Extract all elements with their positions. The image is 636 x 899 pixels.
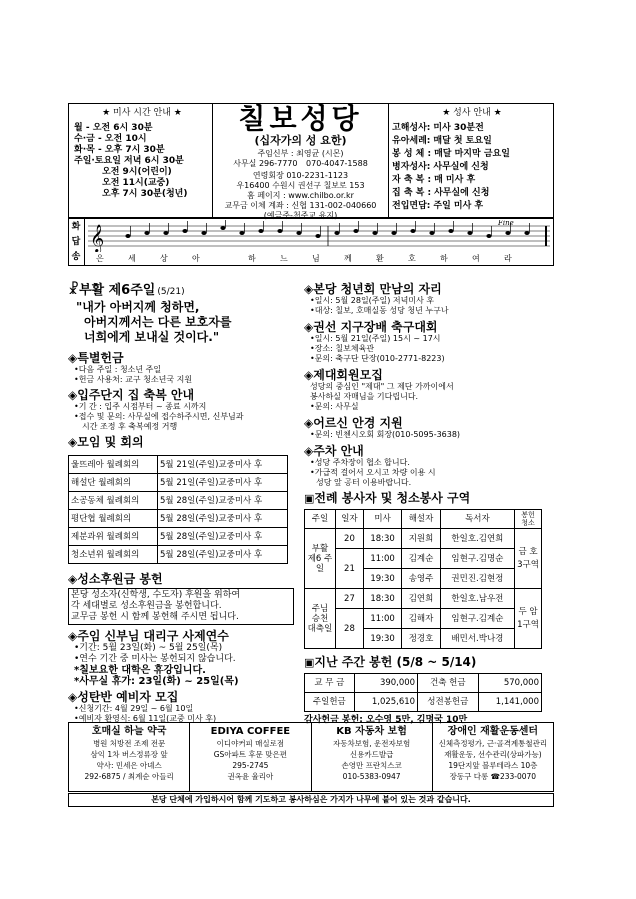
lyric-syllable: 호 <box>408 254 416 263</box>
service-table <box>304 509 542 649</box>
vocation-line: 본당 성소자(신학생, 수도자) 후원을 위하여 <box>71 590 241 600</box>
catechumen-line: •예비자 환영식: 6월 11일(교중 미사 후) <box>74 714 217 723</box>
meeting-date: 5월 28일(주일)교중미사 후 <box>158 546 288 564</box>
ad-box <box>312 722 433 792</box>
service-clean <box>515 589 542 649</box>
glasses-title: ◈어르신 안경 지원 <box>304 416 403 430</box>
priest-line: •연수 기간 중 미사는 봉헌되지 않습니다. <box>74 654 236 664</box>
offering-label: 교 무 금 <box>305 674 355 693</box>
quote-line: "내가 아버지께 청하면, <box>76 300 200 314</box>
mass-times <box>74 108 210 200</box>
ad-line: 장동구 다롱 ☎233-0070 <box>449 772 537 781</box>
ad-line: 병원 처방전 조제 전문 <box>92 739 166 748</box>
lyric-syllable: 환 <box>376 254 384 263</box>
service-sunday: 부활 제6 주일 <box>305 529 336 589</box>
ad-box <box>190 722 311 792</box>
ad-line: 약사: 민세은 아녜스 <box>96 761 162 770</box>
table-row <box>305 609 542 629</box>
table-row <box>305 674 542 693</box>
service-title: 전례 봉사자 및 청소봉사 구역 <box>314 491 471 505</box>
ad-line: 신용카드발급 <box>349 750 394 759</box>
ad-line: 신체측정평가, 근·골격계통철관리 <box>438 739 548 748</box>
mass-line: 오후 7시 30분(청년) <box>102 189 188 199</box>
church-info <box>213 104 388 221</box>
blessing-line: •기 간 : 입주 시점부터 ~ 종료 시까지 <box>74 402 207 411</box>
offering-table <box>304 673 542 712</box>
note-head <box>353 229 358 233</box>
gospel-quote <box>68 300 300 345</box>
meeting-name: 해설단 월례회의 <box>69 474 158 492</box>
note-head <box>182 229 187 233</box>
offering-amount: 570,000 <box>478 674 541 693</box>
service-day: 27 <box>336 589 364 609</box>
vocation-title: ◈성소후원금 봉헌 <box>68 572 163 586</box>
table-row <box>69 456 288 474</box>
service-com: 김해자 <box>402 609 441 629</box>
youth-line: •일시: 5월 28일(주일) 저녁미사 후 <box>310 296 435 305</box>
soccer-line: •일시: 5월 21일(주일) 15시 ~ 17시 <box>310 334 441 343</box>
note-head <box>448 229 453 233</box>
priest-line: •기간: 5월 23일(화) ~ 5월 25일(목) <box>74 643 223 653</box>
service-header: 독서자 <box>440 510 514 529</box>
sunday-date: (5/21) <box>157 287 185 297</box>
note-head <box>125 234 130 238</box>
service-time: 19:30 <box>363 629 401 649</box>
note-head <box>486 234 491 238</box>
sacrament-row <box>392 135 552 148</box>
ad-line: 손영만 프란치스코 <box>341 761 402 770</box>
sacrament-value: 주일 미사 후 <box>433 201 484 211</box>
sacrament-label: 유아세례: <box>392 136 431 146</box>
mass-line: 화·목 - 오후 7시 30분 <box>74 145 165 155</box>
catechumen-title: ◈성탄반 예비자 모집 <box>68 690 179 704</box>
vocation-box <box>68 588 294 625</box>
sacrament-label: 집 축 복 : <box>392 188 432 198</box>
recruit-line: •문의: 사무실 <box>310 402 359 411</box>
sacrament-row <box>392 161 552 174</box>
service-day: 21 <box>336 549 364 589</box>
church-patron: (십자가의 성 요한) <box>254 134 347 147</box>
lyric-syllable: 상 <box>160 254 168 263</box>
service-com: 김연희 <box>402 589 441 609</box>
lyric-syllable: 느 <box>280 254 288 263</box>
sacrament-list <box>392 122 552 213</box>
mass-title: ★ 미사 시간 안내 ★ <box>102 108 182 118</box>
lyric-syllable: 은 <box>96 254 104 263</box>
table-row <box>305 549 542 569</box>
ad-line: 19단지앞 블루테라스 10층 <box>448 761 538 770</box>
service-time: 18:30 <box>363 589 401 609</box>
service-reader: 임현구.김계순 <box>440 609 514 629</box>
altar-recruit-title: ◈제대회원모집 <box>304 368 383 382</box>
lyric-syllable: 께 <box>344 254 352 263</box>
clean-line: 두 암 <box>518 607 538 617</box>
vocation-line: 교무금 봉헌 시 함께 봉헌해 주시면 됩니다. <box>71 612 239 622</box>
mass-line: 주일·토요일 저녁 6시 30분 <box>74 156 184 166</box>
special-offering-title: ◈특별헌금 <box>68 351 124 365</box>
note-head <box>296 231 301 235</box>
parking-title: ◈주차 안내 <box>304 444 364 458</box>
note-head <box>467 231 472 235</box>
lyric-syllable: 세 <box>128 254 136 263</box>
hwadap-char: 화 <box>71 222 81 232</box>
meeting-date: 5월 21일(주일)교중미사 후 <box>158 456 288 474</box>
notes <box>125 220 529 238</box>
address: 우16400 수원시 권선구 칠보로 153 <box>236 181 365 190</box>
ads-row <box>68 722 554 792</box>
youth-title: ◈본당 청년회 만남의 자리 <box>304 282 442 296</box>
quote-line: 너희에게 보내실 것이다." <box>84 330 220 344</box>
vocation-line: 각 세대별로 성소후원금을 봉헌합니다. <box>71 601 222 611</box>
service-header: 일자 <box>336 510 364 529</box>
table-row <box>69 528 288 546</box>
service-sunday: 주님 승천 대축일 <box>305 589 336 649</box>
note-head <box>524 231 529 235</box>
note-head <box>277 229 282 233</box>
ad-line: 권옥윤 율리아 <box>227 772 274 781</box>
ad-line: 재활운동, 선수관리(상파가능) <box>444 750 542 759</box>
note-head <box>239 231 244 235</box>
parking-line: 성당 앞 공터 이용바랍니다. <box>316 478 412 487</box>
ad-title: 호매실 하늘 약국 <box>91 726 167 737</box>
offering-amount: 1,025,610 <box>354 693 417 712</box>
sacrament-row <box>392 122 552 135</box>
priest-retreat-title: ◈주임 신부님 대리구 사제연수 <box>68 629 229 643</box>
service-day: 28 <box>336 609 364 649</box>
mass-line: 수·금 - 오전 10시 <box>74 134 147 144</box>
parking-line: •가급적 걸어서 오시고 차량 이용 시 <box>310 468 436 477</box>
ad-title: 장애인 재활운동센터 <box>447 726 539 737</box>
priest-line: *사무실 휴가: 23일(화) ~ 25일(목) <box>74 676 239 687</box>
sacrament-label: 병자성사: <box>392 162 431 172</box>
meeting-name: 소공동체 월례회의 <box>69 492 158 510</box>
service-reader: 한일호.김연희 <box>440 529 514 549</box>
service-header: 주일 <box>305 510 336 529</box>
meeting-date: 5월 21일(주일)교중미사 후 <box>158 474 288 492</box>
meeting-date: 5월 28일(주일)교중미사 후 <box>158 528 288 546</box>
ad-title: KB 자동차 보험 <box>336 726 407 737</box>
ad-box <box>433 722 554 792</box>
clean-line: 금 호 <box>518 547 538 557</box>
offering-label: 건축 헌금 <box>418 674 478 693</box>
sacrament-value: 매달 마지막 금요일 <box>434 149 510 159</box>
note-head <box>334 231 339 235</box>
service-com: 송영주 <box>402 569 441 589</box>
sacrament-value: 사무실에 신청 <box>433 162 489 172</box>
note-head <box>429 231 434 235</box>
footer-text: 본당 단체에 가입하시어 함께 기도하고 봉사하심은 가지가 나무에 붙어 있는 것과 같습니다. <box>151 795 471 804</box>
hwadap-char: 답 <box>71 237 81 247</box>
ad-box <box>68 722 190 792</box>
service-time: 18:30 <box>363 529 401 549</box>
meeting-title: ◈모임 및 회의 <box>68 435 144 449</box>
youth-line: •대상: 칠보, 호매실동 성당 청년 누구나 <box>310 306 449 315</box>
lyric-syllable: 여 <box>472 254 480 263</box>
office-phone-2: 070-4047-1588 <box>306 159 368 168</box>
sacrament-label: 고해성사: <box>392 123 431 133</box>
service-reader: 권민진.김현정 <box>440 569 514 589</box>
note-head <box>315 234 320 238</box>
service-header: 해설자 <box>402 510 441 529</box>
blessing-line: •접수 및 문의: 사무실에 접수하주시면, 신부님과 <box>74 412 244 421</box>
sacrament-row <box>392 200 552 213</box>
service-header: 봉헌 청소 <box>515 510 542 529</box>
grid-icon: ▣ <box>304 491 315 505</box>
table-row <box>305 693 542 712</box>
meeting-name: 제분과위 월례회의 <box>69 528 158 546</box>
thanks-offering: 감사헌금 봉헌: 오수영 5만, 김명국 10만 <box>304 715 468 725</box>
offering-title: 지난 주간 봉헌 (5/8 ~ 5/14) <box>314 655 477 669</box>
offering-label: 성전봉헌금 <box>418 693 478 712</box>
note-head <box>201 231 206 235</box>
service-com: 김계순 <box>402 549 441 569</box>
lyric-syllable: 라 <box>504 254 512 263</box>
recruit-line: 봉사하실 자매님을 기다립니다. <box>310 392 419 401</box>
offering-label: 주일헌금 <box>305 693 355 712</box>
glasses-line: •문의: 빈첸시오회 회장(010-5095-3638) <box>310 430 461 439</box>
sacrament-row <box>392 174 552 187</box>
offering-amount: 390,000 <box>354 674 417 693</box>
lyric-syllable: 아 <box>192 254 200 263</box>
note-head <box>144 231 149 235</box>
ad-line: 010-5383-0947 <box>342 772 401 781</box>
note-head <box>505 231 510 235</box>
sacrament-value: 사무실에 신청 <box>434 188 490 198</box>
sacrament-label: 봉 성 체 : <box>392 149 432 159</box>
lyric-syllable: 하 <box>440 254 448 263</box>
ad-line: GS아파트 후문 맞은편 <box>213 750 288 759</box>
mass-line: 오전 9시(어린이) <box>102 167 172 177</box>
table-row <box>69 474 288 492</box>
ad-line: 295-2745 <box>232 761 269 770</box>
house-blessing-title: ◈입주단지 집 축복 안내 <box>68 388 195 402</box>
right-column <box>304 282 554 726</box>
service-day: 20 <box>336 529 364 549</box>
note-head <box>220 226 225 230</box>
treble-clef-icon: 𝄞 <box>90 224 105 252</box>
office-phones <box>213 159 388 169</box>
hwadap-label-divider <box>84 218 85 266</box>
hwadap-char: 송 <box>71 252 81 262</box>
council-phone: 연령회장 010-2231-1123 <box>252 171 349 180</box>
note-head <box>163 231 168 235</box>
office-phone: 사무실 296-7770 <box>233 159 298 168</box>
table-row <box>305 529 542 549</box>
service-time: 11:00 <box>363 609 401 629</box>
table-row <box>69 492 288 510</box>
meeting-name: 울뜨레아 월례회의 <box>69 456 158 474</box>
mass-line: 월 - 오전 6시 30분 <box>74 123 153 133</box>
note-head <box>372 231 377 235</box>
lyrics <box>88 254 550 265</box>
bank-holder: (예금주-천주교 유지) <box>263 211 338 220</box>
table-row <box>69 546 288 564</box>
service-time: 19:30 <box>363 569 401 589</box>
special-line: •다음 주일 : 청소년 주일 <box>74 365 162 374</box>
service-reader: 임현구.김명순 <box>440 549 514 569</box>
note-head <box>410 229 415 233</box>
blessing-line: 시간 조정 후 축복예정 거행 <box>82 422 178 431</box>
sacrament-row <box>392 187 552 200</box>
sacrament-value: 미사 30분전 <box>433 123 484 133</box>
sacrament-value: 매 미사 후 <box>434 175 476 185</box>
special-line: •헌금 사용처: 교구 청소년국 지원 <box>74 375 193 384</box>
ad-line: 삼익 1차 버스정류장 앞 <box>90 750 168 759</box>
meeting-date: 5월 28일(주일)교중미사 후 <box>158 492 288 510</box>
grid-icon: ▣ <box>304 655 315 669</box>
hwadap-label <box>68 220 84 265</box>
meeting-date: 5월 28일(주일)교중미사 후 <box>158 510 288 528</box>
service-reader: 배민서.박나경 <box>440 629 514 649</box>
ad-line: 이디야커피 매실로점 <box>216 739 285 748</box>
header-divider-right <box>388 103 389 218</box>
service-time: 11:00 <box>363 549 401 569</box>
service-com: 정경호 <box>402 629 441 649</box>
ad-line: 자동차보험, 운전자보험 <box>333 739 411 748</box>
chi-rho-icon: ☧ <box>68 282 79 298</box>
service-reader: 한일호.남우전 <box>440 589 514 609</box>
meeting-name: 평단협 월례회의 <box>69 510 158 528</box>
music-staff <box>88 220 550 252</box>
ad-line: 292-6875 / 최계순 아들리 <box>84 772 174 781</box>
recruit-line: 성당의 중심인 "제대" 그 제단 가까이에서 <box>310 382 454 391</box>
soccer-line: •장소: 칠보체육관 <box>310 344 375 353</box>
soccer-line: •문의: 축구단 단장(010-2771-8223) <box>310 354 445 363</box>
priest-line: *칠보요한 대학은 휴강입니다. <box>74 665 206 676</box>
left-column <box>68 282 300 724</box>
sacrament-label: 자 축 복 : <box>392 175 432 185</box>
service-com: 지원희 <box>402 529 441 549</box>
note-head <box>258 229 263 233</box>
sacrament-value: 매달 첫 토요일 <box>433 136 492 146</box>
mass-line: 오전 11시(교중) <box>102 178 170 188</box>
sacrament-title: ★ 성사 안내 ★ <box>442 108 502 118</box>
sunday-title: 부활 제6주일 <box>78 283 156 298</box>
parking-line: •성당 주차장이 협소 합니다. <box>310 458 410 467</box>
meeting-name: 청소년위 월례회의 <box>69 546 158 564</box>
meeting-table <box>68 455 288 564</box>
sacrament-label: 전입면담: <box>392 201 431 211</box>
table-row <box>69 510 288 528</box>
quote-line: 아버지께서는 다른 보호자를 <box>84 315 232 329</box>
ad-title: EDIYA COFFEE <box>210 726 291 737</box>
lyric-syllable: 하 <box>248 254 256 263</box>
lyric-syllable: 님 <box>312 254 320 263</box>
clean-line: 1구역 <box>517 620 539 630</box>
service-header: 미사 <box>363 510 401 529</box>
table-row <box>305 589 542 609</box>
church-name: 칠보성당 <box>238 102 363 135</box>
fine-mark: Fine <box>498 220 514 227</box>
clean-line: 3구역 <box>517 560 539 570</box>
sacrament-info <box>392 108 552 213</box>
homepage[interactable]: 홈 페이지 : www.chilbo.or.kr <box>247 191 354 200</box>
bank-account: 교무금 이체 계좌 : 신협 131-002-040660 <box>224 201 377 210</box>
note-head <box>391 231 396 235</box>
offering-amount: 1,141,000 <box>478 693 541 712</box>
soccer-title: ◈권선 지구장배 축구대회 <box>304 320 438 334</box>
sacrament-row <box>392 148 552 161</box>
service-clean <box>515 529 542 589</box>
pastor: 주임신부 : 최영균 (시몬) <box>257 149 344 158</box>
catechumen-line: •신청기간: 4월 29일 ~ 6월 10일 <box>74 704 194 713</box>
